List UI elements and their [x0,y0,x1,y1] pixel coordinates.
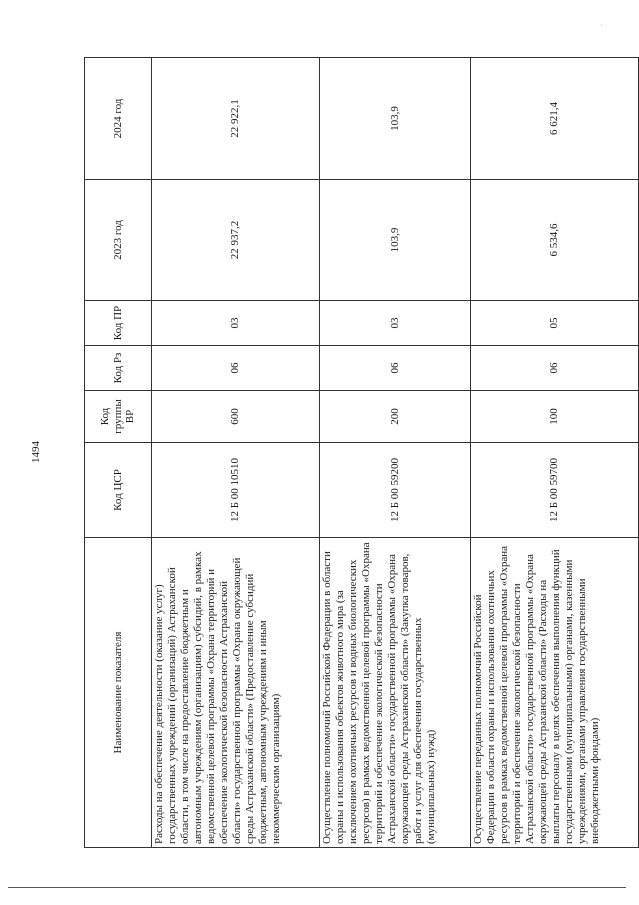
header-csr: Код ЦСР [85,443,152,538]
row-csr: 12 Б 00 59700 [471,443,639,538]
header-vr: Код группы ВР [85,391,152,443]
header-2024: 2024 год [85,58,152,180]
page-number: 1494 [30,441,42,463]
row-2023: 103,9 [319,180,470,301]
row-vr: 100 [471,391,639,443]
table-row [319,58,470,848]
header-2023: 2023 год [85,180,152,301]
header-rz: Код Рз [85,346,152,391]
row-pr: 05 [471,301,639,346]
footer-line [8,887,626,888]
table-row [152,58,320,848]
row-csr: 12 Б 00 59200 [319,443,470,538]
row-name: Осуществление переданных полномочий Российской Федерации в области охраны и использования охотничьих ресурсов в рамках ведомственной целевой программы «Охрана территорий и обеспечение экологической безопасности Астраханской области» государственной программы «Охрана окружающей среды Астраханской области» (Расходы на выплаты персоналу в целях обеспечения выполнения функций государственными (муниципальными) органами, казенными учреждениями, органами управления государственными внебюджетными фондами) [471,538,639,848]
row-rz: 06 [152,346,320,391]
row-2024: 22 922,1 [152,58,320,180]
row-name: Осуществление полномочий Российской Федерации в области охраны и использования объектов животного мира (за исключением охотничьих ресурсов и водных биологических ресурсов) в рамках ведомственной целевой программы «Охрана территорий и обеспечение экологической безопасности Астраханской области» государственной программы «Охрана окружающей среды Астраханской области» (Закупка товаров, работ и услуг для обеспечения государственных (муниципальных) нужд) [319,538,470,848]
row-2023: 6 534,6 [471,180,639,301]
row-rz: 06 [471,346,639,391]
row-vr: 600 [152,391,320,443]
table-row [471,58,639,848]
row-pr: 03 [152,301,320,346]
row-2023: 22 937,2 [152,180,320,301]
row-name: Расходы на обеспечение деятельности (оказание услуг) государственных учреждений (организаций) Астраханской области, в том числе на предоставление бюджетным и автономным учреждениям (организациям) субсидий, в рамках ведомственной целевой программы «Охрана территорий и обеспечение экологической безопасности Астраханской области» государственной программы «Охрана окружающей среды Астраханской области» (Предоставление субсидий бюджетным, автономным учреждениям и иным некоммерческим организациям) [152,538,320,848]
rotated-table-container [84,58,639,848]
row-pr: 03 [319,301,470,346]
table-header-row [85,58,152,848]
row-csr: 12 Б 00 10510 [152,443,320,538]
row-2024: 103,9 [319,58,470,180]
row-vr: 200 [319,391,470,443]
budget-table [84,57,639,848]
row-rz: 06 [319,346,470,391]
header-pr: Код ПР [85,301,152,346]
row-2024: 6 621,4 [471,58,639,180]
corner-mark: · [600,20,603,30]
header-name: Наименование показателя [85,538,152,848]
